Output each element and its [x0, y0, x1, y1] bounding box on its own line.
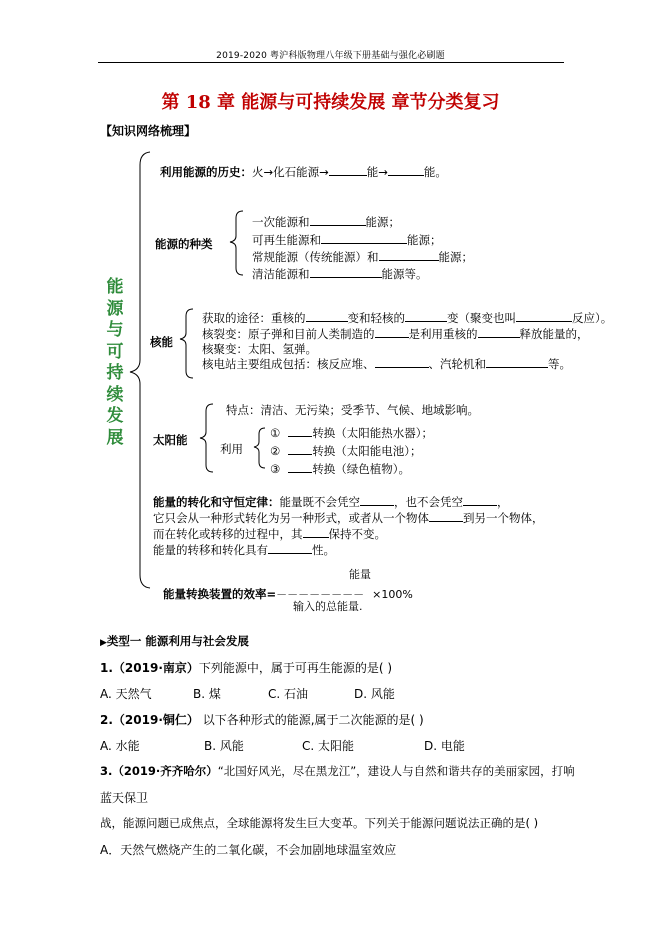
chapter-title: 第 18 章 能源与可持续发展 章节分类复习	[161, 92, 500, 113]
nuclear-line: 核聚变：太阳、氢弹。	[202, 342, 317, 356]
efficiency-formula: 能量转换装置的效率=－－－－－－－－ ×100%	[163, 587, 413, 601]
nuclear-line: 获取的途径：重核的 变和轻核的 变（聚变也叫 反应）。	[202, 311, 613, 325]
question-2-option: A. 水能	[100, 739, 140, 753]
conservation-line: 它只会从一种形式转化为另一种形式，或者从一个物体 到另一个物体，	[153, 511, 544, 525]
solar-use-item: ① 转换（太阳能热水器）；	[270, 426, 434, 440]
question-3-cont: 蓝天保卫	[100, 791, 149, 805]
question-3-option-a: A．天然气燃烧产生的二氧化碳，不会加剧地球温室效应	[100, 843, 397, 857]
main-brace	[130, 152, 150, 588]
question-2-option: C. 太阳能	[302, 739, 355, 753]
question-1-option: B. 煤	[193, 687, 221, 701]
nuclear-line: 核裂变：原子弹和目前人类制造的 是利用重核的 释放能量的，	[202, 327, 589, 341]
solar-use-label: 利用	[220, 442, 243, 456]
triangle-bullet-icon: ▶	[100, 638, 107, 648]
types-label: 能源的种类	[155, 237, 213, 251]
solar-use-item: ③ 转换（绿色植物）。	[270, 462, 411, 476]
types-line: 一次能源和 能源；	[252, 215, 400, 229]
types-line: 清洁能源和 能源等。	[252, 267, 428, 281]
efficiency-denominator: 输入的总能量.	[293, 600, 363, 613]
conservation-line: 能量的转移和转化具有 性。	[153, 543, 335, 557]
question-1-option: D. 风能	[354, 687, 395, 701]
nuclear-brace	[180, 309, 193, 378]
question-2: 2.（2019·铜仁） 以下各种形式的能源,属于二次能源的是( )	[100, 713, 424, 727]
question-3: 3.（2019·齐齐哈尔）“北国好风光，尽在黑龙江”，建设人与自然和谐共存的美丽家园，打响	[100, 764, 575, 778]
solar-brace	[200, 404, 213, 472]
question-1-option: A. 天然气	[100, 687, 152, 701]
solar-features: 特点：清洁、无污染；受季节、气候、地域影响。	[226, 403, 479, 417]
history-row: 利用能源的历史：火→化石能源→ 能→ 能。	[160, 165, 447, 179]
section-knowledge-network: 【知识网络梳理】	[100, 124, 197, 138]
types-line: 可再生能源和 能源；	[252, 233, 442, 247]
solar-label: 太阳能	[153, 433, 188, 447]
types-brace	[230, 211, 243, 275]
question-1-option: C. 石油	[268, 687, 309, 701]
nuclear-label: 核能	[150, 335, 173, 349]
conservation-line: 而在转化或转移的过程中，其 保持不变。	[153, 527, 386, 541]
vertical-topic-label: 能 源 与 可 持 续 发 展	[106, 277, 124, 448]
nuclear-line: 核电站主要组成包括：核反应堆、 、汽轮机和 等。	[202, 357, 571, 371]
solar-use-item: ② 转换（太阳能电池）；	[270, 444, 422, 458]
question-2-option: B. 风能	[204, 739, 244, 753]
page-header: 2019-2020 粤沪科版物理八年级下册基础与强化必刷题	[216, 51, 445, 61]
question-3-cont: 战，能源问题已成焦点，全球能源将发生巨大变革。下列关于能源问题说法正确的是( )	[100, 816, 539, 830]
efficiency-numerator: 能量	[349, 568, 371, 581]
conservation-line: 能量的转化和守恒定律：能量既不会凭空 ，也不会凭空 ，	[153, 495, 509, 509]
question-1: 1.（2019·南京）下列能源中，属于可再生能源的是( )	[100, 661, 393, 675]
use-brace	[254, 428, 265, 468]
section-type-one: ▶类型一 能源利用与社会发展	[100, 634, 249, 648]
types-line: 常规能源（传统能源）和 能源；	[252, 250, 473, 264]
question-2-option: D. 电能	[424, 739, 465, 753]
